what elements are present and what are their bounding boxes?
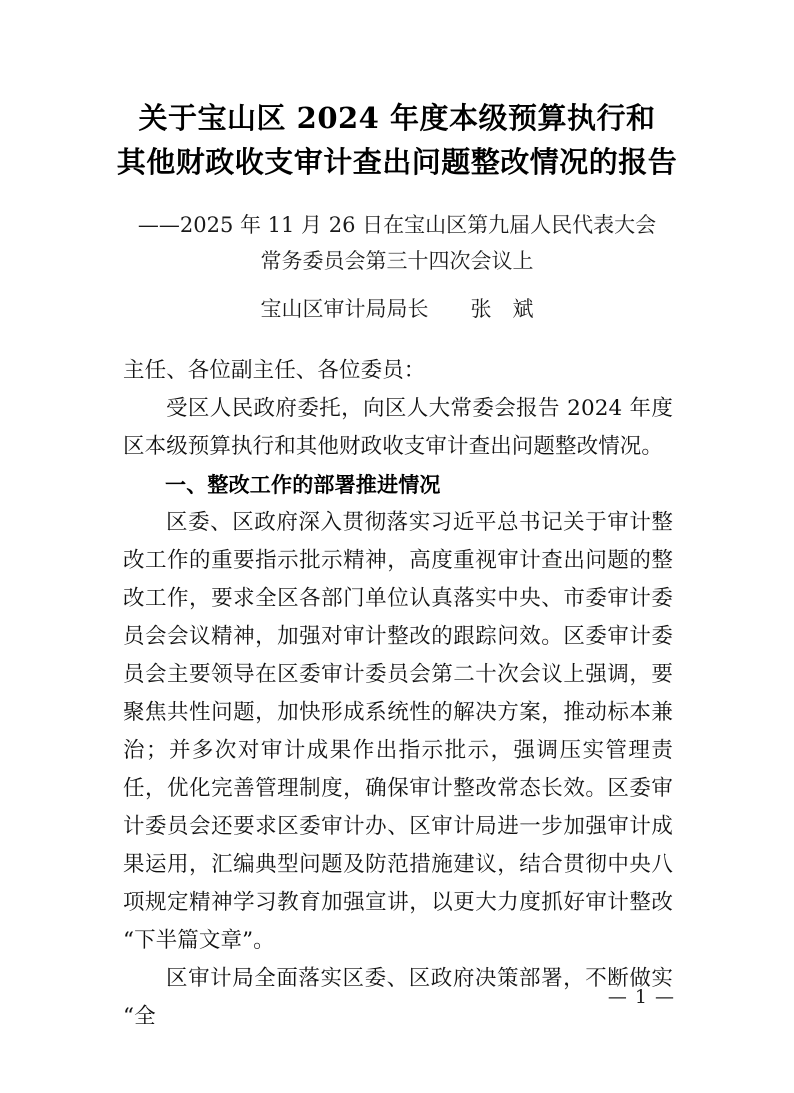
section-paragraph-1: 区委、区政府深入贯彻落实习近平总书记关于审计整改工作的重要指示批示精神，高度重视审计查出问题的整改工作，要求全区各部门单位认真落实中央、市委审计委员会会议精神，加强对审计整改的跟踪问效。区委审计委员会主要领导在区委审计委员会第二十次会议上强调，要聚焦共性问题，加快形成系统性的解决方案，推动标本兼治；并多次对审计成果作出指示批示，强调压实管理责任，优化完善管理制度，确保审计整改常态长效。区委审计委员会还要求区委审计办、区审计局进一步加强审计成果运用，汇编典型问题及防范措施建议，结合贯彻中央八项规定精神学习教育加强宣讲，以更大力度抓好审计整改“下半篇文章”。 xyxy=(123,510,673,953)
subtitle-line-1: ——2025 年 11 月 26 日在宝山区第九届人民代表大会 xyxy=(137,213,657,237)
intro-paragraph: 受区人民政府委托，向区人大常委会报告 2024 年度区本级预算执行和其他财政收支审计查出问题整改情况。 xyxy=(123,396,673,459)
title-line-2: 其他财政收支审计查出问题整改情况的报告 xyxy=(116,145,678,179)
document-subtitle xyxy=(62,207,732,279)
document-author xyxy=(62,293,732,325)
salutation: 主任、各位副主任、各位委员： xyxy=(123,358,426,383)
section-heading-1: 一、整改工作的部署推进情况 xyxy=(165,473,441,497)
title-line-1: 关于宝山区 2024 年度本级预算执行和 xyxy=(138,101,656,135)
document-title xyxy=(62,96,732,184)
section-paragraph-2: 区审计局全面落实区委、区政府决策部署，不断做实“全 xyxy=(123,966,673,1029)
author-line: 宝山区审计局局长 张 斌 xyxy=(260,297,534,321)
subtitle-line-2: 常务委员会第三十四次会议上 xyxy=(260,249,534,273)
page-number: — 1 — xyxy=(607,986,675,1008)
document-body xyxy=(123,352,673,1036)
